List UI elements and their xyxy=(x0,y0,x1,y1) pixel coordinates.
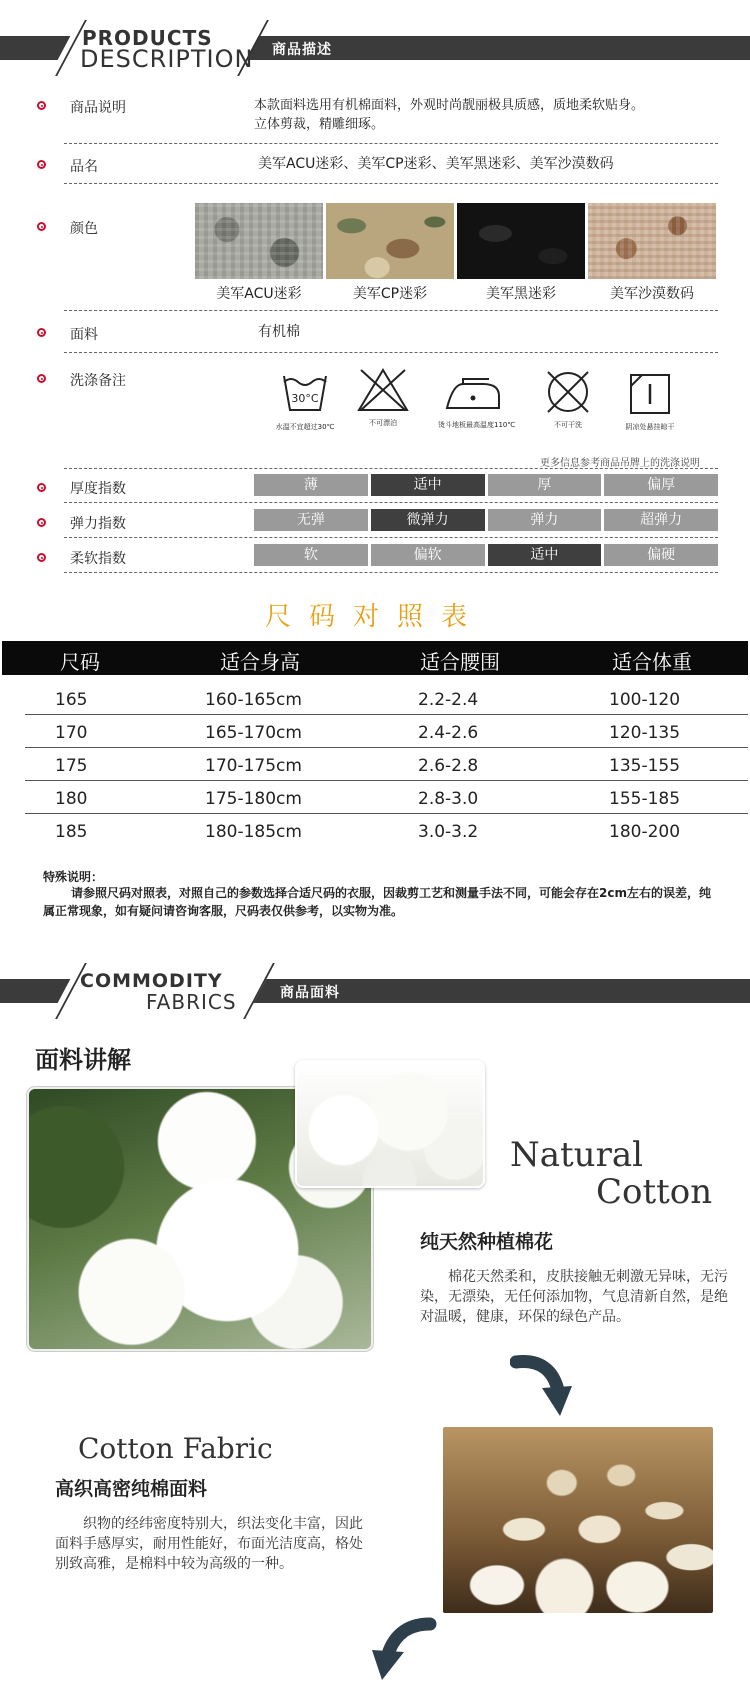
no-tumble-dry-icon xyxy=(540,368,596,416)
banner-en-line2: DESCRIPTION xyxy=(80,45,254,73)
swatch-acu xyxy=(195,203,323,279)
special-note-title: 特殊说明： xyxy=(43,870,104,884)
wash-caption: 不可漂泊 xyxy=(369,419,397,427)
bullet-icon xyxy=(37,328,46,337)
table-cell: 2.2-2.4 xyxy=(418,690,479,710)
table-cell: 185 xyxy=(55,822,88,842)
header-cell: 适合腰围 xyxy=(420,650,500,674)
table-cell: 135-155 xyxy=(609,756,681,776)
natural-line2: Cotton xyxy=(596,1172,713,1212)
color-caption: 美军沙漠数码 xyxy=(610,286,694,302)
scale-option: 薄 xyxy=(254,474,368,496)
special-note-body: 请参照尺码对照表，对照自己的参数选择合适尺码的衣服，因裁剪工艺和测量手法不同，可能会存在2cm左右的误差，纯属正常现象，如有疑问请咨询客服，尺码表仅供参考，以实物为准。 xyxy=(43,886,711,918)
curved-arrow-icon xyxy=(510,1350,580,1420)
wash-caption: 水温不宜超过30℃ xyxy=(275,423,335,431)
table-row xyxy=(25,782,748,814)
elasticity-scale xyxy=(254,509,718,531)
swatch-black xyxy=(457,203,585,279)
table-row xyxy=(25,749,748,781)
table-cell: 180 xyxy=(55,789,88,809)
table-cell: 175-180cm xyxy=(205,789,302,809)
scale-option: 偏硬 xyxy=(604,544,718,566)
wash-item xyxy=(270,370,340,432)
wash-30-icon xyxy=(281,370,329,414)
line-dry-shade-icon xyxy=(628,372,672,416)
name-label: 品名 xyxy=(70,159,98,175)
natural-cn-title: 纯天然种植棉花 xyxy=(420,1231,554,1253)
table-cell: 160-165cm xyxy=(205,690,302,710)
header-cell: 尺码 xyxy=(60,650,100,674)
bullet-icon xyxy=(37,518,46,527)
no-bleach-icon xyxy=(355,366,411,414)
divider xyxy=(64,183,718,184)
bullet-icon xyxy=(37,553,46,562)
fabric-intro-heading: 面料讲解 xyxy=(35,1046,131,1074)
table-cell: 2.4-2.6 xyxy=(418,723,479,743)
color-label: 颜色 xyxy=(70,221,98,237)
cotton-photo-inset xyxy=(295,1060,485,1188)
scale-option-selected: 适中 xyxy=(488,544,602,566)
banner-en-line1: PRODUCTS xyxy=(82,26,213,50)
wash-item xyxy=(438,376,516,430)
table-cell: 165-170cm xyxy=(205,723,302,743)
description-line1: 本款面料选用有机棉面料，外观时尚靓丽极具质感，质地柔软贴身。 xyxy=(254,98,645,113)
divider xyxy=(64,537,718,538)
wash-caption: 烫斗地板最高温度110℃ xyxy=(438,421,516,429)
table-cell: 175 xyxy=(55,756,88,776)
scale-option: 超弹力 xyxy=(604,509,718,531)
divider xyxy=(64,468,718,469)
wash-caption: 阴凉处悬挂晾干 xyxy=(625,423,675,431)
wash-label: 洗涤备注 xyxy=(70,373,126,389)
table-cell: 180-185cm xyxy=(205,822,302,842)
table-row xyxy=(25,815,748,847)
table-row xyxy=(25,716,748,748)
size-chart-title: 尺码对照表 xyxy=(264,602,485,632)
banner-en-line1: COMMODITY xyxy=(80,970,223,992)
wash-caption: 不可干洗 xyxy=(554,421,582,429)
header-cell: 适合身高 xyxy=(220,650,300,674)
table-cell: 180-200 xyxy=(609,822,681,842)
softness-scale xyxy=(254,544,718,566)
scale-option-selected: 适中 xyxy=(371,474,485,496)
table-cell: 3.0-3.2 xyxy=(418,822,479,842)
banner-cn-title: 商品面料 xyxy=(280,985,340,1001)
description-label: 商品说明 xyxy=(70,100,126,116)
divider xyxy=(64,502,718,503)
natural-text: 棉花天然柔和，皮肤接触无刺激无异味，无污染，无漂染，无任何添加物，气息清新自然，是绝对温暖，健康，环保的绿色产品。 xyxy=(420,1269,728,1325)
wash-temp: 30°C xyxy=(291,392,319,405)
cotton-fabric-cn: 高织高密纯棉面料 xyxy=(55,1478,208,1500)
thickness-scale xyxy=(254,474,718,496)
banner-en-line2: FABRICS xyxy=(146,990,237,1014)
table-cell: 170-175cm xyxy=(205,756,302,776)
swatch-desert xyxy=(588,203,716,279)
cotton-fabric-en: Cotton Fabric xyxy=(78,1432,273,1465)
color-caption: 美军ACU迷彩 xyxy=(216,286,302,302)
fabric-label: 面料 xyxy=(70,327,98,343)
bullet-icon xyxy=(37,374,46,383)
banner-cn-title: 商品描述 xyxy=(272,42,332,58)
color-caption: 美军CP迷彩 xyxy=(352,286,428,302)
thickness-label: 厚度指数 xyxy=(70,481,126,497)
table-cell: 100-120 xyxy=(609,690,681,710)
wash-item xyxy=(348,366,418,428)
name-value: 美军ACU迷彩、美军CP迷彩、美军黑迷彩、美军沙漠数码 xyxy=(258,156,614,172)
natural-line1: Natural xyxy=(510,1135,643,1175)
wash-note: 更多信息参考商品吊牌上的洗涤说明 xyxy=(540,458,700,469)
color-caption: 美军黑迷彩 xyxy=(486,286,556,302)
table-cell: 165 xyxy=(55,690,88,710)
cotton-spools-photo xyxy=(443,1427,713,1613)
iron-icon xyxy=(443,376,503,412)
cotton-fabric-text: 织物的经纬密度特别大，织法变化丰富，因此面料手感厚实，耐用性能好，布面光洁度高，格处别致高雅，是棉料中较为高级的一种。 xyxy=(55,1516,363,1572)
size-chart-header xyxy=(2,641,748,675)
table-row xyxy=(25,683,748,715)
table-cell: 2.6-2.8 xyxy=(418,756,479,776)
scale-option: 厚 xyxy=(488,474,602,496)
wash-item xyxy=(533,368,603,430)
description-line2: 立体剪裁，精雕细琢。 xyxy=(254,117,385,132)
header-cell: 适合体重 xyxy=(612,650,692,674)
table-cell: 170 xyxy=(55,723,88,743)
table-cell: 2.8-3.0 xyxy=(418,789,479,809)
bullet-icon xyxy=(37,483,46,492)
scale-option-selected: 微弹力 xyxy=(371,509,485,531)
bullet-icon xyxy=(37,222,46,231)
bullet-icon xyxy=(37,101,46,110)
elasticity-label: 弹力指数 xyxy=(70,516,126,532)
swatch-cp xyxy=(326,203,454,279)
divider xyxy=(64,352,718,353)
softness-label: 柔软指数 xyxy=(70,551,126,567)
bullet-icon xyxy=(37,160,46,169)
divider xyxy=(64,310,718,311)
table-cell: 155-185 xyxy=(609,789,681,809)
table-cell: 120-135 xyxy=(609,723,681,743)
scale-option: 无弹 xyxy=(254,509,368,531)
divider xyxy=(64,572,718,573)
divider xyxy=(64,143,718,144)
wash-item xyxy=(615,372,685,432)
scale-option: 偏软 xyxy=(371,544,485,566)
scale-option: 偏厚 xyxy=(604,474,718,496)
curved-arrow-icon xyxy=(368,1614,438,1684)
scale-option: 弹力 xyxy=(488,509,602,531)
scale-option: 软 xyxy=(254,544,368,566)
fabric-value: 有机棉 xyxy=(258,324,300,340)
